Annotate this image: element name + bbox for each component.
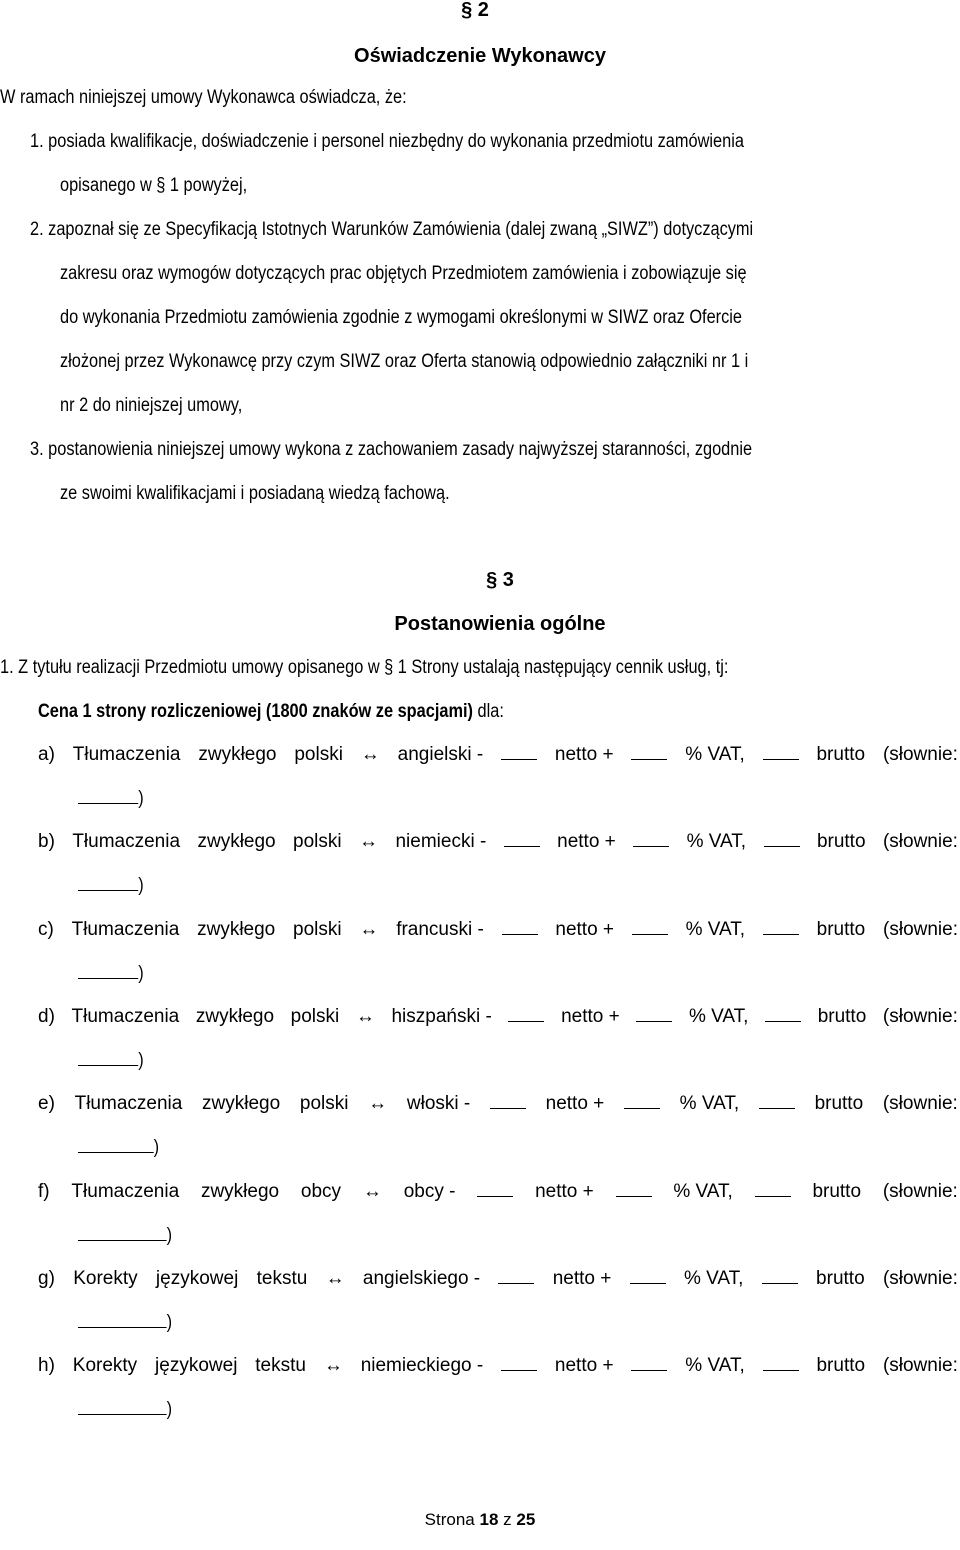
price-row-vat: % VAT,	[685, 919, 746, 940]
price-row-continuation	[78, 787, 144, 811]
fill-in-blank[interactable]	[501, 743, 537, 760]
price-row-letter: g)	[38, 1268, 55, 1289]
price-row-arrow: ↔	[323, 1355, 343, 1376]
price-row-w3: polski	[299, 1093, 349, 1114]
price-row	[38, 1005, 958, 1029]
price-row-slownie: (słownie:	[883, 919, 958, 940]
price-row	[38, 1354, 958, 1378]
fill-in-blank[interactable]	[636, 1005, 672, 1022]
price-row-brutto: brutto	[816, 1355, 866, 1376]
price-heading-bold: Cena 1 strony rozliczeniowej (1800 znaków ze spacjami)	[38, 701, 473, 722]
price-row-netto: netto +	[552, 1268, 612, 1289]
fill-in-blank[interactable]	[755, 1180, 791, 1197]
section-2-item-2-line-1: 2. zapoznał się ze Specyfikacją Istotnych Warunków Zamówienia (dalej zwaną „SIWZ”) dotyczącymi	[30, 219, 754, 240]
price-row-w3: obcy	[300, 1181, 342, 1202]
price-row-arrow: ↔	[325, 1268, 345, 1289]
fill-in-blank[interactable]	[490, 1092, 526, 1109]
section-2-item-2-line-2: zakresu oraz wymogów dotyczących prac objętych Przedmiotem zamówienia i zobowiązuje się	[60, 263, 747, 284]
price-row-w2: zwykłego	[197, 919, 276, 940]
price-row-w3: tekstu	[256, 1268, 308, 1289]
fill-in-blank[interactable]	[78, 1136, 154, 1153]
price-row-lang: niemiecki -	[395, 831, 487, 852]
price-row-slownie: (słownie:	[882, 1006, 958, 1027]
price-row-arrow: ↔	[355, 1006, 375, 1027]
price-row-netto: netto +	[554, 744, 614, 765]
closing-paren: )	[166, 1312, 173, 1333]
price-row-lang: francuski -	[396, 919, 484, 940]
fill-in-blank[interactable]	[78, 962, 138, 979]
price-row-vat: % VAT,	[673, 1181, 733, 1202]
price-row-continuation	[78, 874, 144, 898]
price-row-w2: zwykłego	[202, 1093, 281, 1114]
price-row	[38, 1267, 958, 1291]
section-2-item-1-line-2: opisanego w § 1 powyżej,	[60, 175, 248, 196]
section-3-number: § 3	[486, 569, 514, 591]
section-2-item-2-line-4: złożonej przez Wykonawcę przy czym SIWZ oraz Oferta stanowią odpowiednio załączniki nr 1 i	[60, 351, 749, 372]
section-2-title: Oświadczenie Wykonawcy	[354, 45, 606, 67]
closing-paren: )	[138, 875, 144, 896]
price-row-w1: Tłumaczenia	[72, 744, 181, 765]
price-row-w1: Tłumaczenia	[71, 1181, 180, 1202]
price-row-slownie: (słownie:	[882, 1093, 958, 1114]
price-row-continuation	[78, 1224, 172, 1248]
price-row-w1: Tłumaczenia	[71, 919, 180, 940]
closing-paren: )	[138, 963, 144, 984]
price-row	[38, 743, 958, 767]
price-row-w2: zwykłego	[197, 831, 276, 852]
fill-in-blank[interactable]	[624, 1092, 660, 1109]
fill-in-blank[interactable]	[763, 918, 799, 935]
price-row-lang: niemieckiego -	[360, 1355, 484, 1376]
fill-in-blank[interactable]	[78, 1224, 167, 1241]
section-2-item-2-line-5: nr 2 do niniejszej umowy,	[60, 395, 243, 416]
price-row-continuation	[78, 1049, 144, 1073]
price-row-w1: Korekty	[73, 1268, 138, 1289]
price-row-w2: zwykłego	[195, 1006, 275, 1027]
fill-in-blank[interactable]	[763, 743, 799, 760]
fill-in-blank[interactable]	[78, 1049, 138, 1066]
price-heading	[38, 700, 504, 724]
price-row-brutto: brutto	[816, 744, 866, 765]
price-row-continuation	[78, 1398, 172, 1422]
section-2-item-1-line-1: 1. posiada kwalifikacje, doświadczenie i personel niezbędny do wykonania przedmiotu zamówienia	[30, 131, 744, 152]
section-3-title: Postanowienia ogólne	[394, 613, 606, 635]
price-row-slownie: (słownie:	[882, 831, 958, 852]
fill-in-blank[interactable]	[78, 787, 138, 804]
section-2-intro: W ramach niniejszej umowy Wykonawca oświadcza, że:	[0, 87, 407, 108]
price-row-continuation	[78, 962, 144, 986]
price-row-brutto: brutto	[814, 1093, 864, 1114]
fill-in-blank[interactable]	[508, 1005, 544, 1022]
price-row-w1: Tłumaczenia	[74, 1093, 183, 1114]
price-row-netto: netto +	[557, 831, 616, 852]
section-2-item-3-line-2: ze swoimi kwalifikacjami i posiadaną wiedzą fachową.	[60, 483, 450, 504]
fill-in-blank[interactable]	[78, 1398, 167, 1415]
fill-in-blank[interactable]	[633, 830, 669, 847]
section-3-item-1: 1. Z tytułu realizacji Przedmiotu umowy opisanego w § 1 Strony ustalają następujący cennik usług, tj:	[0, 657, 729, 678]
price-row-brutto: brutto	[816, 1268, 865, 1289]
price-row-w2: językowej	[155, 1355, 238, 1376]
price-row-brutto: brutto	[817, 1006, 867, 1027]
section-2-number: § 2	[461, 0, 489, 21]
price-row-letter: h)	[38, 1355, 55, 1376]
fill-in-blank[interactable]	[631, 1354, 667, 1371]
price-row	[38, 1092, 958, 1116]
fill-in-blank[interactable]	[477, 1180, 513, 1197]
price-row-w2: zwykłego	[198, 744, 277, 765]
price-row-continuation	[78, 1311, 172, 1335]
closing-paren: )	[166, 1399, 173, 1420]
price-row-arrow: ↔	[360, 744, 380, 765]
price-row-continuation	[78, 1136, 159, 1160]
price-row-letter: d)	[38, 1006, 55, 1027]
price-row-w3: polski	[290, 1006, 340, 1027]
page-footer: Strona 18 z 25	[424, 1510, 536, 1529]
price-row-w3: polski	[294, 744, 343, 765]
price-row-arrow: ↔	[359, 831, 379, 852]
fill-in-blank[interactable]	[504, 830, 540, 847]
fill-in-blank[interactable]	[502, 918, 538, 935]
price-row-arrow: ↔	[362, 1181, 382, 1202]
price-row-lang: angielskiego -	[362, 1268, 481, 1289]
price-row-netto: netto +	[554, 1355, 614, 1376]
price-row-letter: c)	[38, 919, 54, 940]
price-row-netto: netto +	[561, 1006, 620, 1027]
price-row-vat: % VAT,	[683, 1268, 744, 1289]
price-row	[38, 1180, 958, 1204]
price-row-vat: % VAT,	[685, 1355, 745, 1376]
price-row-lang: włoski -	[406, 1093, 471, 1114]
price-row-w1: Tłumaczenia	[71, 1006, 180, 1027]
price-row-brutto: brutto	[812, 1181, 862, 1202]
price-row-w2: językowej	[155, 1268, 239, 1289]
section-2-item-3-line-1: 3. postanowienia niniejszej umowy wykona z zachowaniem zasady najwyższej staranności, zgodnie	[30, 439, 753, 460]
price-row-slownie: (słownie:	[882, 744, 958, 765]
fill-in-blank[interactable]	[78, 1311, 167, 1328]
price-row-vat: % VAT,	[685, 744, 745, 765]
closing-paren: )	[138, 788, 144, 809]
closing-paren: )	[166, 1225, 173, 1246]
fill-in-blank[interactable]	[759, 1092, 795, 1109]
fill-in-blank[interactable]	[78, 874, 138, 891]
price-row-slownie: (słownie:	[882, 1181, 958, 1202]
price-row-lang: obcy -	[403, 1181, 456, 1202]
fill-in-blank[interactable]	[630, 1267, 666, 1284]
fill-in-blank[interactable]	[631, 743, 667, 760]
price-row-w1: Korekty	[72, 1355, 138, 1376]
fill-in-blank[interactable]	[762, 1267, 798, 1284]
price-row-letter: a)	[38, 744, 55, 765]
fill-in-blank[interactable]	[498, 1267, 534, 1284]
price-row-brutto: brutto	[816, 919, 866, 940]
price-row-w3: polski	[293, 831, 342, 852]
price-row-brutto: brutto	[816, 831, 866, 852]
price-row-w1: Tłumaczenia	[72, 831, 181, 852]
price-row-vat: % VAT,	[686, 831, 747, 852]
price-row	[38, 830, 958, 854]
price-row-w3: tekstu	[255, 1355, 306, 1376]
price-row-w3: polski	[293, 919, 342, 940]
fill-in-blank[interactable]	[763, 1354, 799, 1371]
fill-in-blank[interactable]	[765, 1005, 801, 1022]
price-row-slownie: (słownie:	[882, 1268, 958, 1289]
price-row-vat: % VAT,	[679, 1093, 740, 1114]
price-row	[38, 918, 958, 942]
fill-in-blank[interactable]	[501, 1354, 537, 1371]
price-row-vat: % VAT,	[688, 1006, 749, 1027]
price-row-lang: angielski -	[397, 744, 484, 765]
price-heading-rest: dla:	[472, 701, 504, 722]
price-row-netto: netto +	[545, 1093, 605, 1114]
price-row-arrow: ↔	[359, 919, 379, 940]
price-row-arrow: ↔	[368, 1093, 388, 1114]
fill-in-blank[interactable]	[764, 830, 800, 847]
price-row-letter: e)	[38, 1093, 55, 1114]
price-row-slownie: (słownie:	[882, 1355, 958, 1376]
closing-paren: )	[138, 1050, 144, 1071]
closing-paren: )	[153, 1137, 160, 1158]
section-2-item-2-line-3: do wykonania Przedmiotu zamówienia zgodnie z wymogami określonymi w SIWZ oraz Ofercie	[60, 307, 743, 328]
fill-in-blank[interactable]	[616, 1180, 652, 1197]
price-row-netto: netto +	[535, 1181, 594, 1202]
price-row-letter: b)	[38, 831, 55, 852]
price-row-netto: netto +	[555, 919, 615, 940]
price-row-letter: f)	[38, 1181, 50, 1202]
price-row-w2: zwykłego	[200, 1181, 280, 1202]
fill-in-blank[interactable]	[632, 918, 668, 935]
price-row-lang: hiszpański -	[391, 1006, 492, 1027]
